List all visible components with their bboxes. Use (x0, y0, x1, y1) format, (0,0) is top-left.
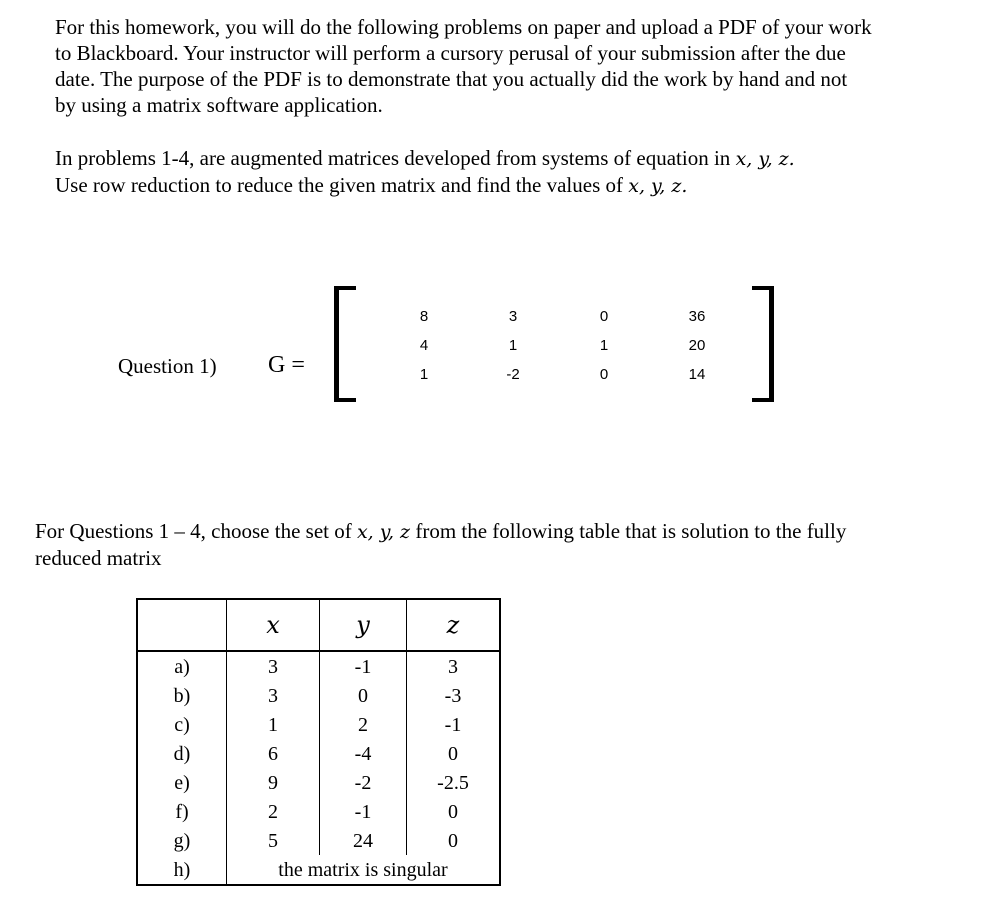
cell-y: -2 (320, 768, 407, 797)
row-label: d) (137, 739, 227, 768)
row-label: f) (137, 797, 227, 826)
table-row (137, 651, 500, 681)
matrix-name: G = (268, 352, 305, 378)
matrix-cell: 4 (419, 337, 429, 354)
choose-line-2: reduced matrix (35, 546, 162, 570)
cell-y: 24 (320, 826, 407, 855)
matrix-cell: -2 (506, 366, 520, 383)
cell-z: -3 (407, 681, 501, 710)
row-label: h) (137, 855, 227, 885)
cell-x: 3 (227, 651, 320, 681)
cell-z: 0 (407, 797, 501, 826)
matrix-cell: 8 (419, 308, 429, 325)
solution-table (136, 598, 501, 886)
choose-line-1-rest: from the following table that is solution to the fully (410, 519, 847, 543)
cell-z: 0 (407, 739, 501, 768)
matrix-cell: 1 (419, 366, 429, 383)
row-label: b) (137, 681, 227, 710)
choose-line-1-text: For Questions 1 – 4, choose the set of (35, 519, 357, 543)
problems-line-2 (55, 172, 935, 199)
problems-line-2-math: x, y, z. (628, 175, 688, 197)
singular-text: the matrix is singular (227, 855, 501, 885)
matrix-left-bracket (334, 286, 356, 402)
row-label: a) (137, 651, 227, 681)
intro-line: by using a matrix software application. (55, 93, 383, 117)
header-z: z (407, 599, 501, 651)
cell-x: 2 (227, 797, 320, 826)
cell-x: 9 (227, 768, 320, 797)
problems-line-2-text: Use row reduction to reduce the given matrix and find the values of (55, 173, 629, 197)
choose-instructions (35, 518, 980, 571)
matrix-cell: 3 (508, 308, 518, 325)
matrix-cell: 20 (688, 337, 706, 354)
table-row (137, 681, 500, 710)
table-row (137, 739, 500, 768)
matrix-cell: 36 (688, 308, 706, 325)
row-label: e) (137, 768, 227, 797)
matrix-right-bracket (752, 286, 774, 402)
matrix-cell: 0 (599, 366, 609, 383)
choose-line-1-math: x, y, z (356, 521, 411, 543)
header-label-cell (137, 599, 227, 651)
table-header-row (137, 599, 500, 651)
choose-line-1 (35, 518, 980, 545)
row-label: g) (137, 826, 227, 855)
cell-z: 0 (407, 826, 501, 855)
cell-y: -4 (320, 739, 407, 768)
matrix-cell: 0 (599, 308, 609, 325)
matrix-cell: 14 (688, 366, 706, 383)
intro-paragraph (55, 14, 955, 118)
cell-y: -1 (320, 797, 407, 826)
intro-line: date. The purpose of the PDF is to demonstrate that you actually did the work by hand and not (55, 67, 848, 91)
problems-line-1-text: In problems 1-4, are augmented matrices developed from systems of equation in (55, 146, 736, 170)
problems-instructions (55, 145, 935, 199)
problems-line-1-math: x, y, z. (735, 148, 795, 170)
cell-y: 2 (320, 710, 407, 739)
header-x: x (227, 599, 320, 651)
problems-line-1 (55, 145, 935, 172)
cell-y: 0 (320, 681, 407, 710)
cell-z: -1 (407, 710, 501, 739)
intro-line: For this homework, you will do the following problems on paper and upload a PDF of your work (55, 15, 872, 39)
matrix-cell: 1 (508, 337, 518, 354)
cell-z: 3 (407, 651, 501, 681)
matrix-cell: 1 (599, 337, 609, 354)
table-row (137, 768, 500, 797)
row-label: c) (137, 710, 227, 739)
table-row (137, 826, 500, 855)
cell-x: 3 (227, 681, 320, 710)
cell-x: 6 (227, 739, 320, 768)
table-row-singular (137, 855, 500, 885)
question-label: Question 1) (118, 354, 217, 378)
table-row (137, 797, 500, 826)
cell-y: -1 (320, 651, 407, 681)
cell-x: 1 (227, 710, 320, 739)
header-y: y (320, 599, 407, 651)
cell-x: 5 (227, 826, 320, 855)
intro-line: to Blackboard. Your instructor will perform a cursory perusal of your submission after the due (55, 41, 846, 65)
cell-z: -2.5 (407, 768, 501, 797)
table-row (137, 710, 500, 739)
